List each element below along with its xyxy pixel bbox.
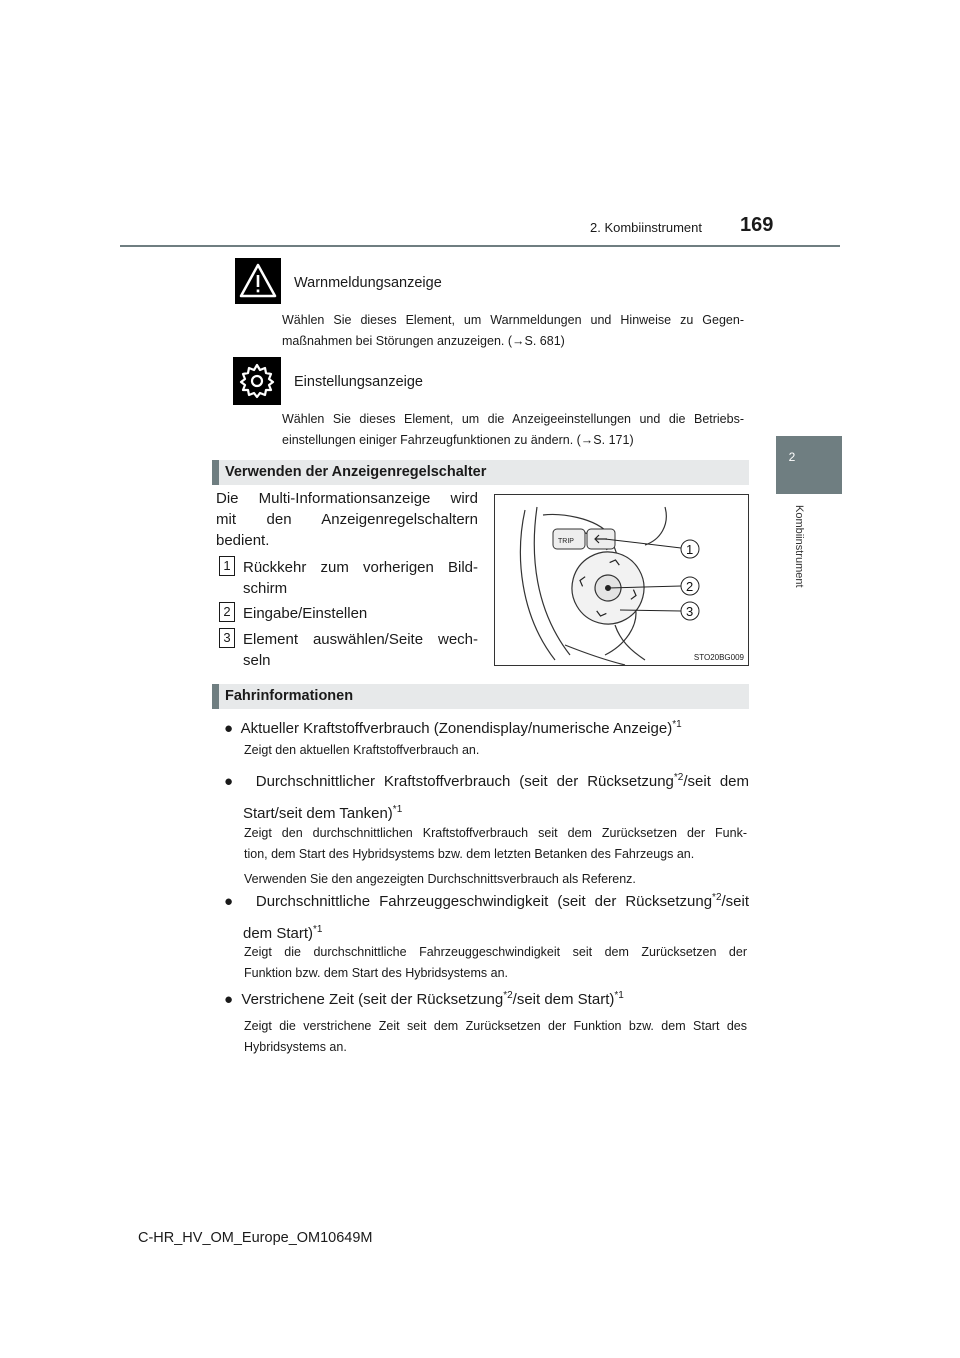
header-divider: [120, 245, 840, 247]
item-number-badge: 1: [219, 556, 235, 576]
controls-intro: Die Multi-Informationsanzeige wird mit den Anzeigenregelschaltern bedient.: [216, 490, 478, 549]
steering-switch-figure: [494, 494, 749, 666]
warning-triangle-icon: [235, 258, 281, 304]
bullet-dot-icon: ●: [224, 773, 238, 790]
section-heading-controls-text: Verwenden der Anzeigenregelschalter: [225, 464, 487, 480]
warning-display-title: Warnmeldungsanzeige: [294, 275, 442, 291]
page-number: 169: [740, 214, 774, 236]
callout-1: 1: [686, 542, 694, 557]
chapter-tab: [776, 436, 842, 494]
item-select: Element auswählen/Seite wech- seln: [243, 631, 478, 669]
bullet-dot-icon: ●: [224, 720, 234, 737]
section-heading-driving-info-text: Fahrinformationen: [225, 688, 354, 704]
section-heading-driving-info: [212, 684, 749, 709]
figure-code: STO20BG009: [693, 653, 744, 662]
bullet-elapsed-time: ● Verstrichene Zeit (seit der Rücksetzung$^{*2}$/seit dem Start)$^{*1}$: [224, 990, 624, 1008]
bullet-average-consumption-desc: Zeigt den durchschnittlichen Kraftstoffverbrauch seit dem Zurücksetzen der Funk- tion, dem Start des Hybridsystems bzw. dem letzten Betanken des Fahrzeugs an. Verwenden Sie den angezeigten Durchschnittsverbrauch als Referenz.: [244, 826, 747, 886]
item-back: Rückkehr zum vorherigen Bild- schirm: [243, 559, 478, 597]
bullet-current-consumption-desc: Zeigt den aktuellen Kraftstoffverbrauch an.: [244, 743, 480, 757]
item-number-badge: 2: [219, 602, 235, 622]
bullet-average-speed: ● Durchschnittliche Fahrzeuggeschwindigkeit (seit der Rücksetzung$^{*2}$/seit dem Start)$^{*1}$: [224, 892, 750, 942]
bullet-dot-icon: ●: [224, 893, 238, 910]
trip-button-label: TRIP: [558, 538, 574, 545]
bullet-elapsed-time-desc: Zeigt die verstrichene Zeit seit dem Zurücksetzen der Funktion bzw. dem Start des Hybridsystems an.: [244, 1019, 747, 1054]
callout-2: 2: [686, 579, 694, 594]
gear-icon: [233, 357, 281, 405]
chapter-tab-label: Kombiinstrument: [793, 505, 805, 588]
header-section-title: 2. Kombiinstrument: [590, 220, 702, 235]
bullet-average-consumption: ● Durchschnittlicher Kraftstoffverbrauch (seit der Rücksetzung$^{*2}$/seit dem Start/seit dem Tanken)$^{*1}$: [224, 772, 749, 822]
document-id: C-HR_HV_OM_Europe_OM10649M: [138, 1230, 373, 1246]
callout-3: 3: [686, 604, 694, 619]
item-enter: Eingabe/Einstellen: [243, 605, 368, 622]
item-number-badge: 3: [219, 628, 235, 648]
settings-display-desc: Wählen Sie dieses Element, um die Anzeigeeinstellungen und die Betriebs- einstellungen einiger Fahrzeugfunktionen zu ändern. (→S. 171): [282, 412, 744, 447]
settings-display-title: Einstellungsanzeige: [294, 374, 423, 390]
bullet-dot-icon: ●: [224, 991, 234, 1008]
bullet-current-consumption: ● Aktueller Kraftstoffverbrauch (Zonendisplay/numerische Anzeige)$^{*1}$: [224, 719, 682, 737]
bullet-average-speed-desc: Zeigt die durchschnittliche Fahrzeuggeschwindigkeit seit dem Zurücksetzen der Funktion bzw. dem Start des Hybridsystems an.: [244, 945, 747, 980]
section-heading-controls: [212, 460, 749, 485]
warning-display-desc: Wählen Sie dieses Element, um Warnmeldungen und Hinweise zu Gegen- maßnahmen bei Störungen anzuzeigen. (→S. 681): [282, 313, 744, 348]
chapter-tab-number: 2: [788, 450, 796, 464]
